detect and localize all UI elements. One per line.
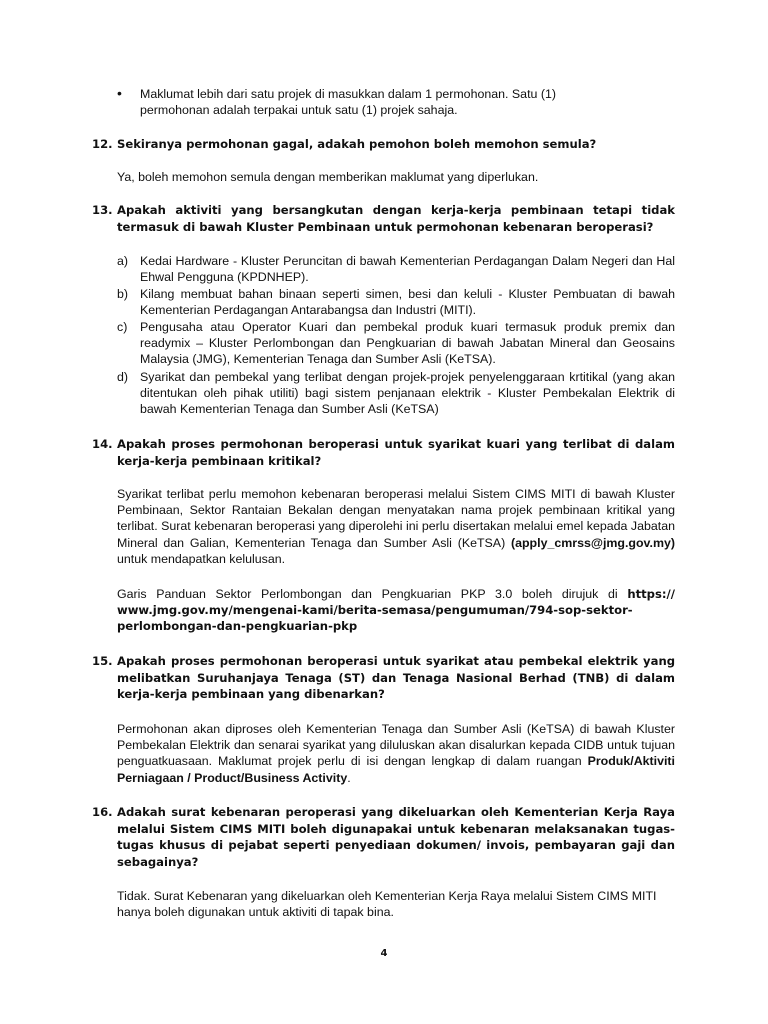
answer-text: Tidak. Surat Kebenaran yang dikeluarkan oleh Kementerian Kerja Raya melalui Sistem CIMS MITI hanya boleh digunakan untuk aktiviti di tapak bina. xyxy=(117,889,657,920)
answer-text: Ya, boleh memohon semula dengan memberikan maklumat yang diperlukan. xyxy=(117,170,539,184)
bullet-intro-line1: Maklumat lebih dari satu projek di masukkan dalam 1 permohonan. Satu (1) xyxy=(140,87,556,101)
question-number: 12. xyxy=(92,137,113,151)
list-text: Kilang membuat bahan binaan seperti simen, besi dan keluli - Kluster Pembuatan di bawah Kementerian Perdagangan Antarabangsa dan Industri (MITI). xyxy=(140,287,675,318)
question-text: Sekiranya permohonan gagal, adakah pemohon boleh memohon semula? xyxy=(117,137,597,151)
answer-end: untuk mendapatkan kelulusan. xyxy=(117,551,286,566)
guide-url-link[interactable]: https:// www.jmg.gov.my/mengenai-kami/berita-semasa/pengumuman/794-sop-sektor-perlombongan-dan-pengkuarian-pkp xyxy=(117,587,675,634)
answer-text xyxy=(117,486,675,567)
list-text: Syarikat dan pembekal yang terlibat dengan projek-projek penyelenggaraan krtitikal (yang akan ditentukan oleh pihak utiliti) bagi sistem penjanaan elektrik - Kluster Pembekalan Elektrik di bawah Kementerian Tenaga dan Sumber Asli (KeTSA) xyxy=(140,370,675,417)
bullet-icon: • xyxy=(117,85,122,101)
answer-end: . xyxy=(347,770,351,785)
list-text: Kedai Hardware - Kluster Peruncitan di bawah Kementerian Perdagangan Dalam Negeri dan Hal Ehwal Pengguna (KPDNHEP). xyxy=(140,254,675,285)
page-number: 4 xyxy=(380,948,388,959)
list-label: a) xyxy=(117,254,129,268)
answer-body: Permohonan akan diproses oleh Kementerian Tenaga dan Sumber Asli (KeTSA) di bawah Kluster Pembekalan Elektrik dan senarai syarikat yang diluluskan akan disalurkan kepada CIDB untuk tujuan penguatkuasaan. Maklumat projek perlu di isi dengan lengkap di dalam ruangan xyxy=(117,722,675,769)
bullet-intro-text xyxy=(140,86,675,118)
answer-bold-field: Produk/Aktiviti Perniagaan / Product/Business Activity xyxy=(117,754,675,785)
question-text: Apakah proses permohonan beroperasi untuk syarikat kuari yang terlibat di dalam kerja-kerja pembinaan kritikal? xyxy=(117,437,675,468)
list-label: c) xyxy=(117,320,128,334)
email-link[interactable]: (apply_cmrss@jmg.gov.my) xyxy=(510,535,675,550)
bullet-intro-line2: permohonan adalah terpakai untuk satu (1) projek sahaja. xyxy=(140,103,458,118)
question-text: Apakah aktiviti yang bersangkutan dengan kerja-kerja pembinaan tetapi tidak termasuk di bawah Kluster Pembinaan untuk permohonan kebenaran beroperasi? xyxy=(117,203,675,234)
question-number: 15. xyxy=(92,654,113,668)
question-text: Apakah proses permohonan beroperasi untuk syarikat atau pembekal elektrik yang melibatkan Suruhanjaya Tenaga (ST) dan Tenaga Nasional Berhad (TNB) di dalam kerja-kerja pembinaan yang dibenarkan? xyxy=(117,654,675,701)
answer-text xyxy=(117,721,675,786)
guide-text xyxy=(117,586,675,635)
list-text: Pengusaha atau Operator Kuari dan pembekal produk kuari termasuk produk premix dan readymix – Kluster Perlombongan dan Pengkuarian di bawah Jabatan Mineral dan Geosains Malaysia (JMG), Kementerian Tenaga dan Sumber Asli (KeTSA). xyxy=(140,320,675,367)
answer-body: Syarikat terlibat perlu memohon kebenaran beroperasi melalui Sistem CIMS MITI di bawah Kluster Pembinaan, Sektor Rantaian Bekalan dengan menyatakan nama projek pembinaan kritikal yang terlibat. Surat kebenaran beroperasi yang diperolehi ini perlu disertakan melalui emel kepada Jabatan Mineral dan Galian, Kementerian Tenaga dan Sumber Asli (KeTSA) xyxy=(117,487,675,550)
list-label: b) xyxy=(117,287,129,301)
guide-body: Garis Panduan Sektor Perlombongan dan Pengkuarian PKP 3.0 boleh dirujuk di xyxy=(117,587,628,601)
question-text: Adakah surat kebenaran peroperasi yang dikeluarkan oleh Kementerian Kerja Raya melalui Sistem CIMS MITI boleh digunapakai untuk kebenaran melaksanakan tugas-tugas khusus di pejabat seperti penyediaan dokumen/ invois, pembayaran gaji dan sebagainya? xyxy=(117,805,675,869)
question-number: 16. xyxy=(92,805,113,819)
list-label: d) xyxy=(117,370,129,384)
question-number: 13. xyxy=(92,203,113,217)
question-number: 14. xyxy=(92,437,113,451)
